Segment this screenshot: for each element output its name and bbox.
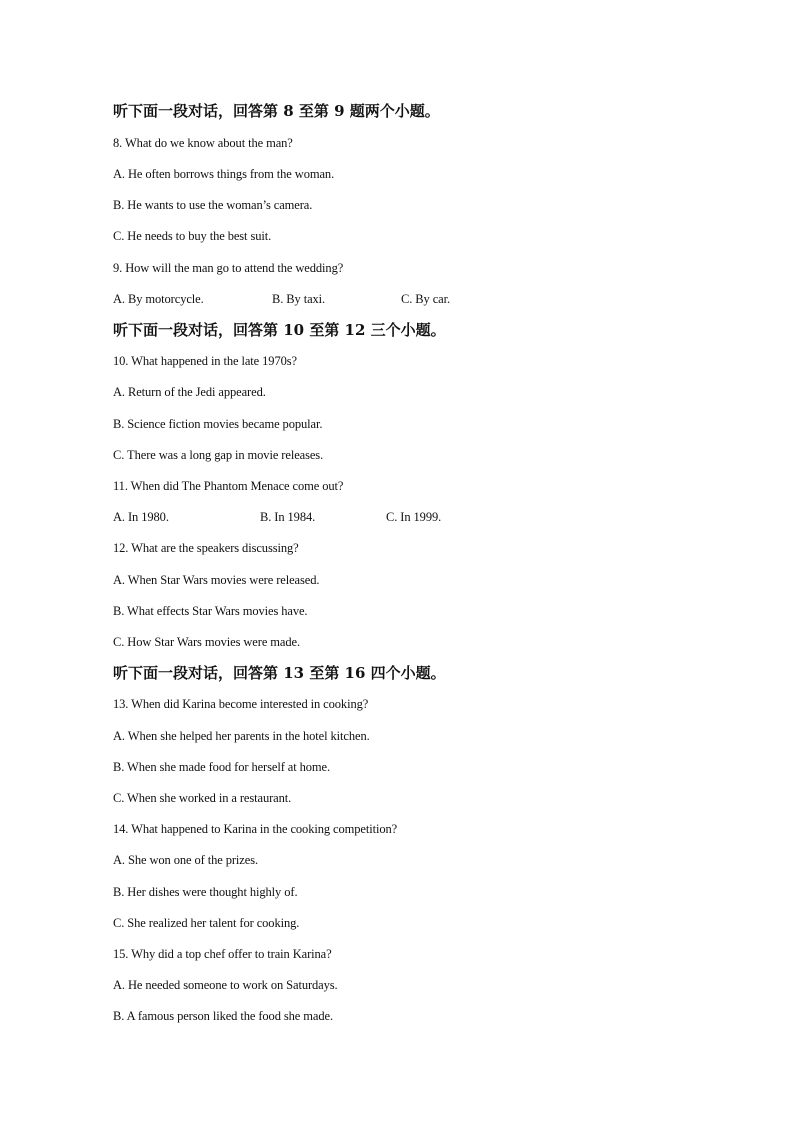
answer-option: C. How Star Wars movies were made. (113, 635, 300, 649)
answer-option: A. He needed someone to work on Saturdays. (113, 978, 338, 992)
answer-option: A. Return of the Jedi appeared. (113, 385, 266, 399)
answer-option: B. He wants to use the woman’s camera. (113, 198, 313, 212)
answer-option: A. In 1980. (113, 510, 169, 524)
answer-option: C. In 1999. (386, 510, 442, 524)
answer-option: B. What effects Star Wars movies have. (113, 604, 308, 618)
answer-option: A. She won one of the prizes. (113, 853, 258, 867)
answer-option: B. A famous person liked the food she made. (113, 1009, 333, 1023)
section-heading: 听下面一段对话，回答第 13 至第 16 四个小题。 (113, 664, 446, 682)
answer-options-row (113, 291, 673, 307)
question-stem: 11. When did The Phantom Menace come out? (113, 479, 344, 493)
answer-option: B. In 1984. (260, 510, 316, 524)
question-stem: 13. When did Karina become interested in cooking? (113, 697, 369, 711)
answer-option: C. He needs to buy the best suit. (113, 229, 272, 243)
question-stem: 9. How will the man go to attend the wedding? (113, 261, 344, 275)
answer-option: C. When she worked in a restaurant. (113, 791, 292, 805)
answer-option: B. Her dishes were thought highly of. (113, 885, 298, 899)
question-stem: 14. What happened to Karina in the cooking competition? (113, 822, 398, 836)
answer-options-row (113, 509, 673, 525)
answer-option: B. By taxi. (272, 292, 326, 306)
answer-option: C. There was a long gap in movie releases. (113, 448, 324, 462)
answer-option: C. By car. (401, 292, 450, 306)
answer-option: A. When Star Wars movies were released. (113, 573, 320, 587)
answer-option: C. She realized her talent for cooking. (113, 916, 300, 930)
answer-option: A. When she helped her parents in the hotel kitchen. (113, 729, 370, 743)
answer-option: B. When she made food for herself at home. (113, 760, 331, 774)
question-stem: 12. What are the speakers discussing? (113, 541, 299, 555)
question-stem: 15. Why did a top chef offer to train Karina? (113, 947, 332, 961)
answer-option: B. Science fiction movies became popular. (113, 417, 323, 431)
section-heading: 听下面一段对话，回答第 8 至第 9 题两个小题。 (113, 102, 440, 120)
answer-option: A. He often borrows things from the woman. (113, 167, 335, 181)
question-stem: 10. What happened in the late 1970s? (113, 354, 297, 368)
question-stem: 8. What do we know about the man? (113, 136, 293, 150)
answer-option: A. By motorcycle. (113, 292, 204, 306)
section-heading: 听下面一段对话，回答第 10 至第 12 三个小题。 (113, 321, 446, 339)
